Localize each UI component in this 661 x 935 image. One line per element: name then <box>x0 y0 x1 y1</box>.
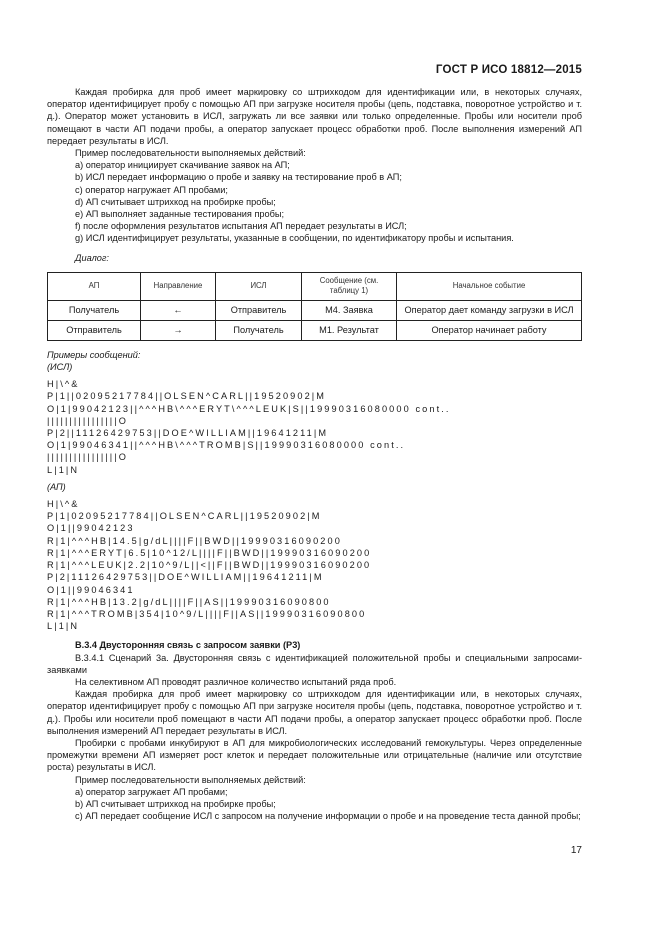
list-item: f) после оформления результатов испытания АП передает результаты в ИСЛ; <box>75 221 407 232</box>
message-line: R|1|^^^HB|13.2|g/dL||||F||AS||19990316090800 <box>47 596 331 607</box>
message-line: R|1|^^^TROMB|354|10^9/L||||F||AS||19990316090800 <box>47 608 367 619</box>
table-header-row <box>48 272 582 300</box>
table-cell: Отправитель <box>216 300 302 320</box>
paragraph: Пробирки с пробами инкубируют в АП для микробиологических исследований гемокультуры. Через определенные промежутки времени АП измеряет рост клеток и передает положительные или отрицательные (наличие или отсутствие роста) результаты в ИСЛ. <box>47 737 582 773</box>
table-cell: → <box>141 320 216 340</box>
paragraph: В.3.4.1 Сценарий 3а. Двусторонняя связь с идентификацией положительной пробы и специальными запросами-заявками <box>47 652 582 675</box>
paragraph: Каждая пробирка для проб имеет маркировку со штрихкодом для идентификации или, в некоторых случаях, оператор идентифицирует пробу с помощью АП при загрузке носителя пробы (цепь, подставка, поворотное устройство и т. д.). Пробы или носители проб помещают в части АП подачи пробы, а оператор запускает процесс обработки проб. После выполнения измерений АП передает результаты в ИСЛ. <box>47 689 582 736</box>
message-line: P|1||02095217784||OLSEN^CARL||19520902|M <box>47 391 327 402</box>
paragraph: Пример последовательности выполняемых действий: <box>75 774 306 785</box>
table-header-cell: Направление <box>141 272 216 300</box>
paragraph: На селективном АП проводят различное количество испытаний ряда проб. <box>75 676 397 687</box>
message-line: R|1|^^^LEUK|2.2|10^9/L||<||F||BWD||19990316090200 <box>47 560 372 571</box>
table-cell: Отправитель <box>48 320 141 340</box>
list-item: c) оператор нагружает АП пробами; <box>75 184 228 195</box>
table-header-cell: Сообщение (см. таблицу 1) <box>302 272 397 300</box>
message-line: O|1|99042123||^^^HB\^^^ERYT\^^^LEUK|S||19990316080000 cont.. <box>47 403 451 414</box>
table-cell: ← <box>141 300 216 320</box>
dialog-table <box>47 272 582 341</box>
ap-label: (АП) <box>47 481 66 492</box>
message-line: R|1|^^^HB|14.5|g/dL||||F||BWD||19990316090200 <box>47 535 342 546</box>
dialog-label: Диалог: <box>75 252 109 263</box>
table-cell: М4. Заявка <box>302 300 397 320</box>
isl-label: (ИСЛ) <box>47 362 73 373</box>
message-line: P|2||11126429753||DOE^WILLIAM||19641211|M <box>47 428 329 439</box>
message-line: P|1|02095217784||OLSEN^CARL||19520902|M <box>47 511 322 522</box>
list-item: b) ИСЛ передает информацию о пробе и заявку на тестирование проб в АП; <box>75 172 402 183</box>
message-line: L|1|N <box>47 621 80 632</box>
message-line: R|1|^^^ERYT|6.5|10^12/L||||F||BWD||19990316090200 <box>47 547 372 558</box>
message-line: ||||||||||||||||O <box>47 415 129 426</box>
page-content <box>47 86 582 822</box>
list-item: b) АП считывает штрихкод на пробирке пробы; <box>75 798 276 809</box>
document-header: ГОСТ Р ИСО 18812—2015 <box>435 64 582 76</box>
section-title: В.3.4 Двусторонняя связь с запросом заявки (Р3) <box>75 640 301 651</box>
table-row <box>48 320 582 340</box>
table-row <box>48 300 582 320</box>
message-line: O|1||99042123 <box>47 523 135 534</box>
message-line: L|1|N <box>47 464 80 475</box>
paragraph: Каждая пробирка для проб имеет маркировку со штрихкодом для идентификации или, в некоторых случаях, оператор идентифицирует пробу с помощью АП при загрузке носителя пробы (цепь, подставка, поворотное устройство и т. д.). Оператор может установить в ИСЛ, загружать ли все заявки или только определенные. Пробы или носители проб помещают в части АП подачи пробы, а оператор запускает процесс обработки проб. После выполнения измерений АП передает результаты в ИСЛ. <box>47 87 582 146</box>
table-cell: Получатель <box>48 300 141 320</box>
message-line: P|2|11126429753||DOE^WILLIAM||19641211|M <box>47 572 324 583</box>
table-cell: Получатель <box>216 320 302 340</box>
message-line: O|1|99046341||^^^HB\^^^TROMB|S||19990316080000 cont.. <box>47 440 406 451</box>
table-header-cell: Начальное событие <box>397 272 582 300</box>
table-header-cell: АП <box>48 272 141 300</box>
page-number: 17 <box>570 845 582 856</box>
message-line: O|1||99046341 <box>47 584 135 595</box>
table-cell: М1. Результат <box>302 320 397 340</box>
table-cell: Оператор дает команду загрузки в ИСЛ <box>397 300 582 320</box>
message-line: H|\^& <box>47 379 80 390</box>
message-line: ||||||||||||||||O <box>47 452 129 463</box>
list-item: e) АП выполняет заданные тестирования пробы; <box>75 209 285 220</box>
list-item: c) АП передает сообщение ИСЛ с запросом на получение информации о пробе и на проведение теста данной пробы; <box>75 811 581 822</box>
examples-label: Примеры сообщений: <box>47 349 141 360</box>
list-item: a) оператор загружает АП пробами; <box>75 786 228 797</box>
list-item: a) оператор инициирует скачивание заявок на АП; <box>75 160 290 171</box>
table-header-cell: ИСЛ <box>216 272 302 300</box>
list-item: g) ИСЛ идентифицирует результаты, указанные в сообщении, по идентификатору пробы и испытания. <box>75 233 514 244</box>
list-item: d) АП считывает штрихкод на пробирке пробы; <box>75 196 276 207</box>
paragraph: Пример последовательности выполняемых действий: <box>75 148 306 159</box>
message-line: H|\^& <box>47 499 80 510</box>
table-cell: Оператор начинает работу <box>397 320 582 340</box>
